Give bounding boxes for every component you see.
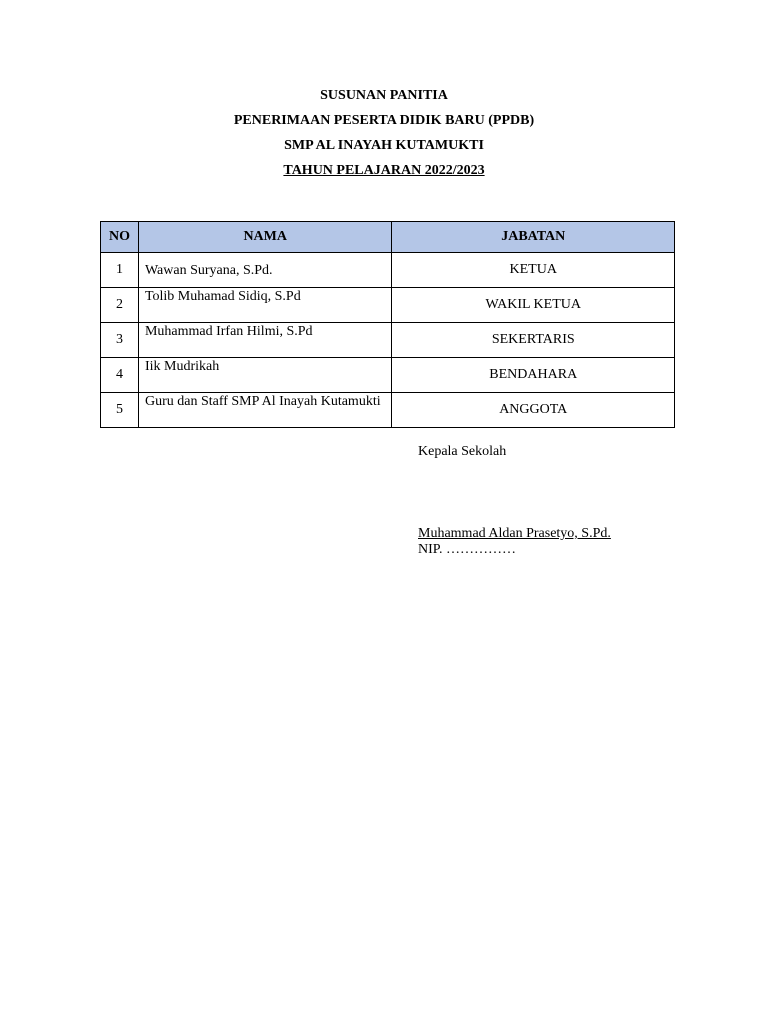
column-header-no: NO: [101, 222, 139, 253]
member-position: SEKERTARIS: [392, 323, 675, 358]
table-row: [101, 358, 675, 393]
document-heading: [0, 86, 768, 186]
row-number: 3: [101, 323, 139, 358]
member-position: BENDAHARA: [392, 358, 675, 393]
table-row: [101, 393, 675, 428]
table-header-row: [101, 222, 675, 253]
table-row: [101, 253, 675, 288]
row-number: 2: [101, 288, 139, 323]
signature-block: [418, 442, 611, 558]
member-position: WAKIL KETUA: [392, 288, 675, 323]
heading-school: SMP AL INAYAH KUTAMUKTI: [284, 138, 484, 153]
row-number: 5: [101, 393, 139, 428]
row-number: 4: [101, 358, 139, 393]
column-header-nama: NAMA: [138, 222, 392, 253]
heading-event: PENERIMAAN PESERTA DIDIK BARU (PPDB): [233, 113, 535, 128]
member-name: Muhammad Irfan Hilmi, S.Pd: [138, 323, 392, 358]
column-header-jabatan: JABATAN: [392, 222, 675, 253]
member-name: Guru dan Staff SMP Al Inayah Kutamukti: [138, 393, 392, 428]
member-name: Iik Mudrikah: [138, 358, 392, 393]
member-position: ANGGOTA: [392, 393, 675, 428]
heading-academic-year-text: TAHUN PELAJARAN 2022/2023: [283, 163, 485, 178]
heading-academic-year: [0, 161, 768, 186]
member-position: KETUA: [392, 253, 675, 288]
committee-table: [100, 221, 675, 428]
table-row: [101, 288, 675, 323]
signature-title: Kepala Sekolah: [418, 444, 507, 459]
signatory-nip: NIP. ……………: [418, 542, 517, 557]
member-name: Wawan Suryana, S.Pd.: [138, 253, 392, 288]
heading-title: SUSUNAN PANITIA: [320, 88, 448, 103]
signatory-name: Muhammad Aldan Prasetyo, S.Pd.: [418, 526, 611, 541]
table-row: [101, 323, 675, 358]
row-number: 1: [101, 253, 139, 288]
member-name: Tolib Muhamad Sidiq, S.Pd: [138, 288, 392, 323]
